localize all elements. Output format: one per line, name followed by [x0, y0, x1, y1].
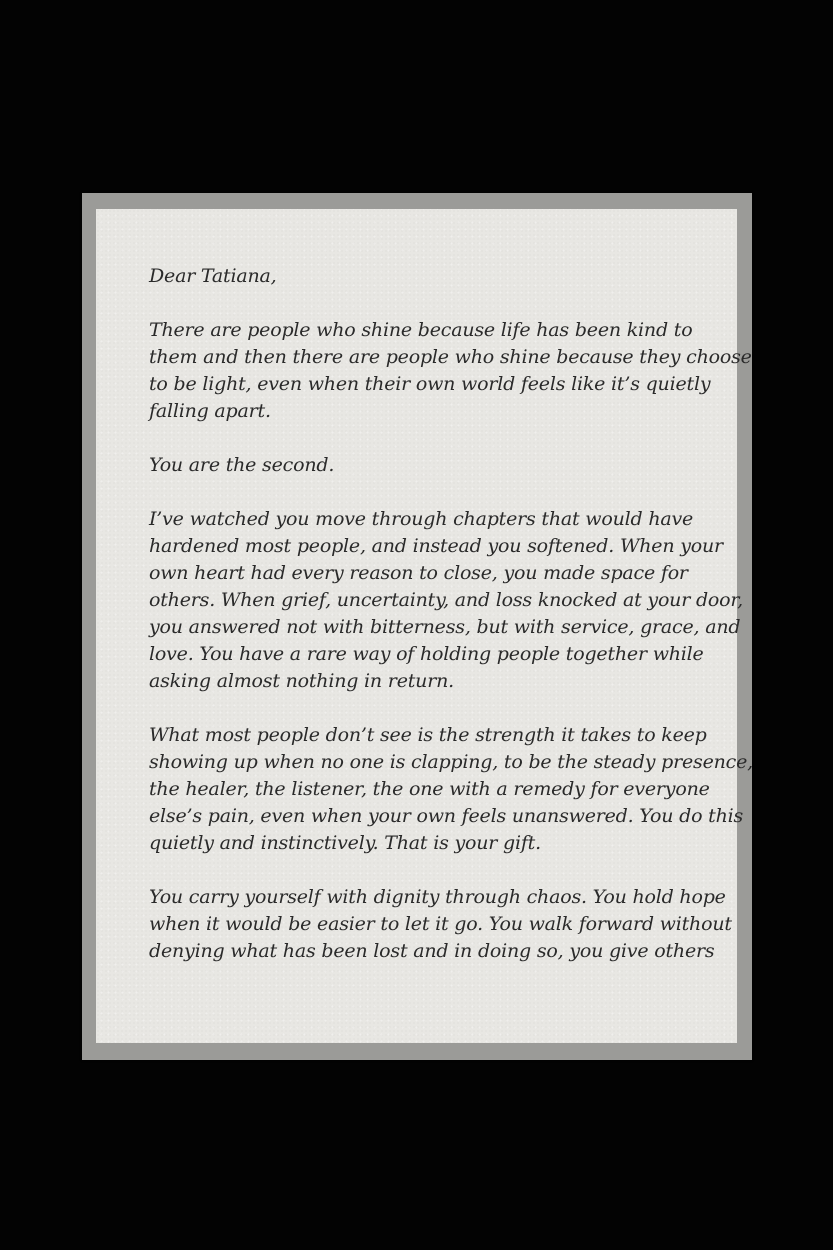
paragraph-5: [149, 884, 732, 965]
paragraph-line: the healer, the listener, the one with a remedy for everyone: [149, 778, 710, 800]
paragraph-2: [149, 452, 709, 479]
paragraph-line: you answered not with bitterness, but with service, grace, and: [149, 616, 741, 638]
letter-body: [149, 263, 753, 992]
paragraph-line: to be light, even when their own world feels like it’s quietly: [149, 373, 711, 395]
paragraph-line: own heart had every reason to close, you made space for: [149, 562, 688, 584]
paragraph-3: [149, 506, 744, 695]
paragraph-line: quietly and instinctively. That is your gift.: [149, 832, 541, 854]
salutation: [149, 263, 709, 290]
paragraph-line: There are people who shine because life has been kind to: [149, 319, 693, 341]
paragraph-line: You carry yourself with dignity through chaos. You hold hope: [149, 886, 726, 908]
letter-sheet: [96, 209, 753, 1043]
paragraph-line: when it would be easier to let it go. You walk forward without: [149, 913, 732, 935]
paragraph-line: denying what has been lost and in doing so, you give others: [149, 940, 715, 962]
paragraph-line: You are the second.: [149, 454, 335, 476]
paragraph-line: else’s pain, even when your own feels unanswered. You do this: [149, 805, 744, 827]
paragraph-line: others. When grief, uncertainty, and loss knocked at your door,: [149, 589, 744, 611]
paragraph-line: them and then there are people who shine because they choose: [149, 346, 752, 368]
paragraph-line: I’ve watched you move through chapters that would have: [149, 508, 694, 530]
paper-matte: [82, 193, 752, 1060]
paragraph-line: asking almost nothing in return.: [149, 670, 454, 692]
paragraph-line: What most people don’t see is the strength it takes to keep: [149, 724, 707, 746]
paragraph-line: showing up when no one is clapping, to be the steady presence,: [149, 751, 753, 773]
paragraph-line: hardened most people, and instead you softened. When your: [149, 535, 723, 557]
paragraph-4: [149, 722, 753, 857]
salutation-text: Dear Tatiana,: [149, 265, 277, 287]
paragraph-line: falling apart.: [149, 400, 271, 422]
paragraph-1: [149, 317, 752, 425]
paragraph-line: love. You have a rare way of holding people together while: [149, 643, 704, 665]
